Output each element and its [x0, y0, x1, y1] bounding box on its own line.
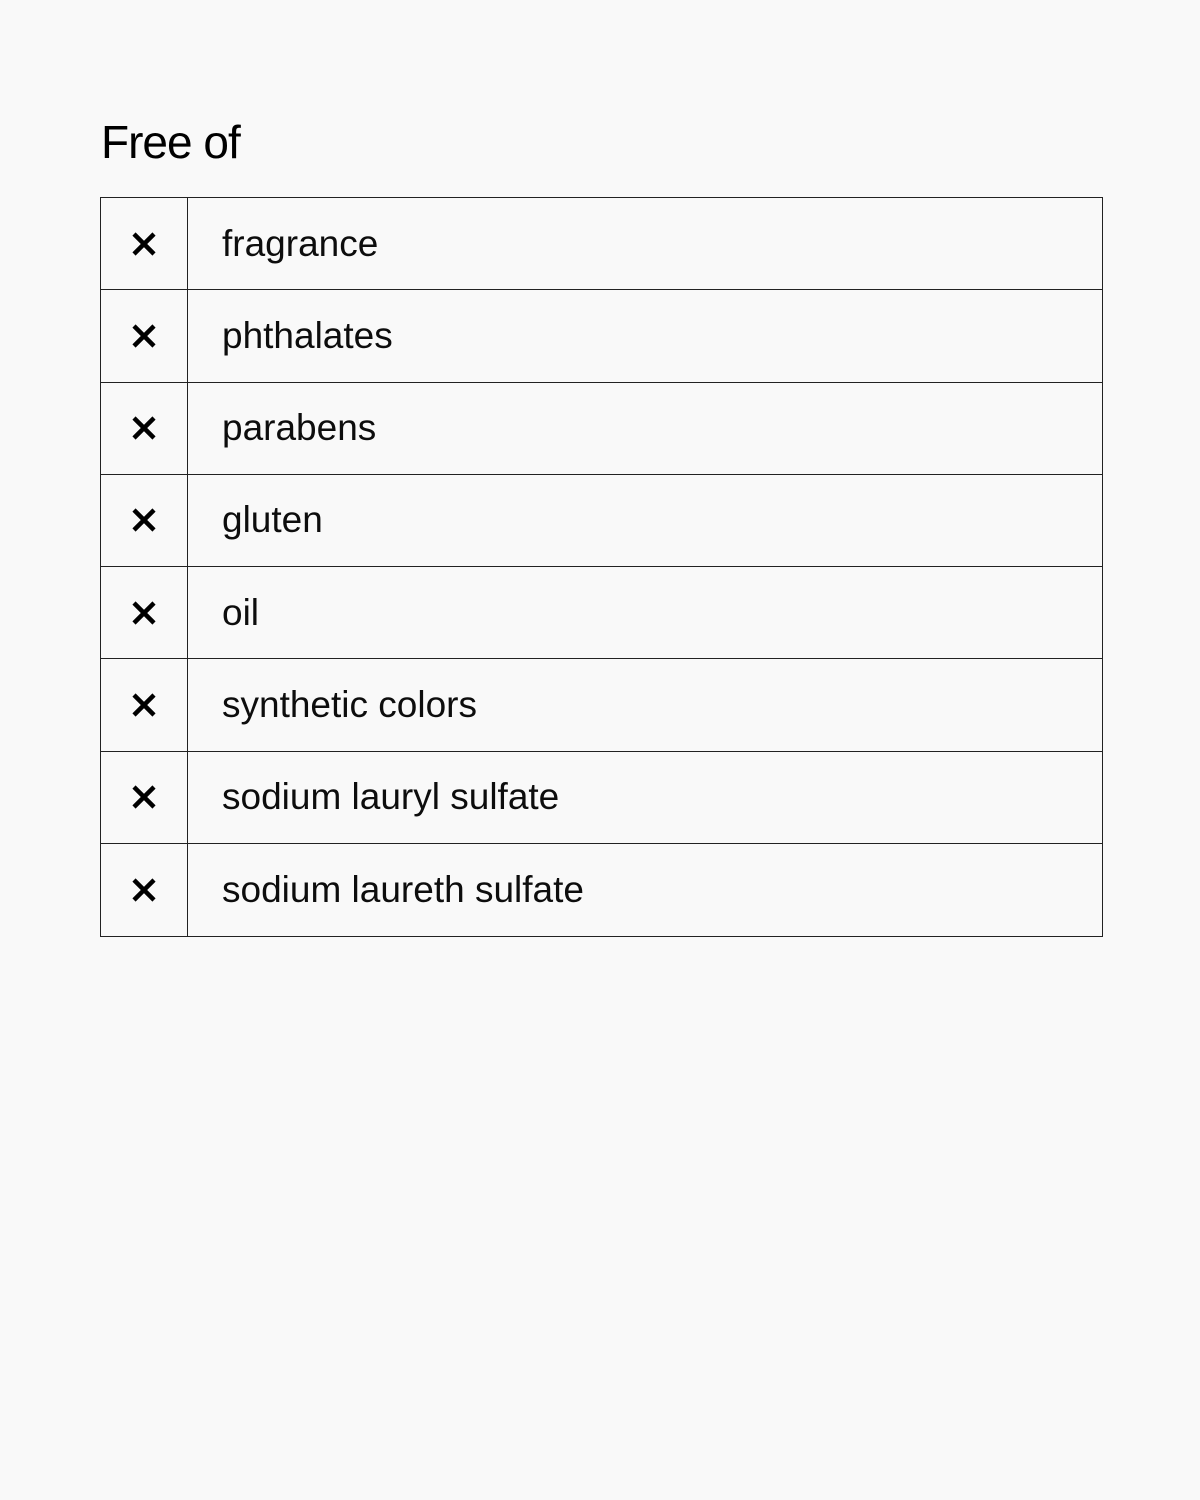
close-icon — [131, 415, 157, 441]
table-row — [101, 198, 1102, 290]
close-icon — [131, 877, 157, 903]
table-row — [101, 290, 1102, 382]
item-label: oil — [222, 591, 260, 633]
close-icon — [131, 784, 157, 810]
item-label: parabens — [222, 407, 377, 449]
close-icon — [131, 231, 157, 257]
table-row — [101, 844, 1102, 936]
cross-cell — [101, 383, 188, 474]
item-label: sodium laureth sulfate — [222, 868, 584, 910]
close-icon — [131, 323, 157, 349]
cross-cell — [101, 567, 188, 658]
close-icon — [131, 600, 157, 626]
cross-cell — [101, 290, 188, 381]
cross-cell — [101, 475, 188, 566]
cross-cell — [101, 844, 188, 936]
close-icon — [131, 507, 157, 533]
item-label: fragrance — [222, 222, 379, 264]
item-label: synthetic colors — [222, 683, 477, 725]
item-label: sodium lauryl sulfate — [222, 776, 560, 818]
page-title: Free of — [101, 116, 240, 168]
cross-cell — [101, 198, 188, 289]
item-label: gluten — [222, 499, 323, 541]
table-row — [101, 475, 1102, 567]
table-row — [101, 752, 1102, 844]
cross-cell — [101, 659, 188, 750]
item-label: phthalates — [222, 314, 393, 356]
cross-cell — [101, 752, 188, 843]
table-row — [101, 383, 1102, 475]
table-row — [101, 659, 1102, 751]
close-icon — [131, 692, 157, 718]
table-row — [101, 567, 1102, 659]
free-of-table — [100, 197, 1103, 937]
